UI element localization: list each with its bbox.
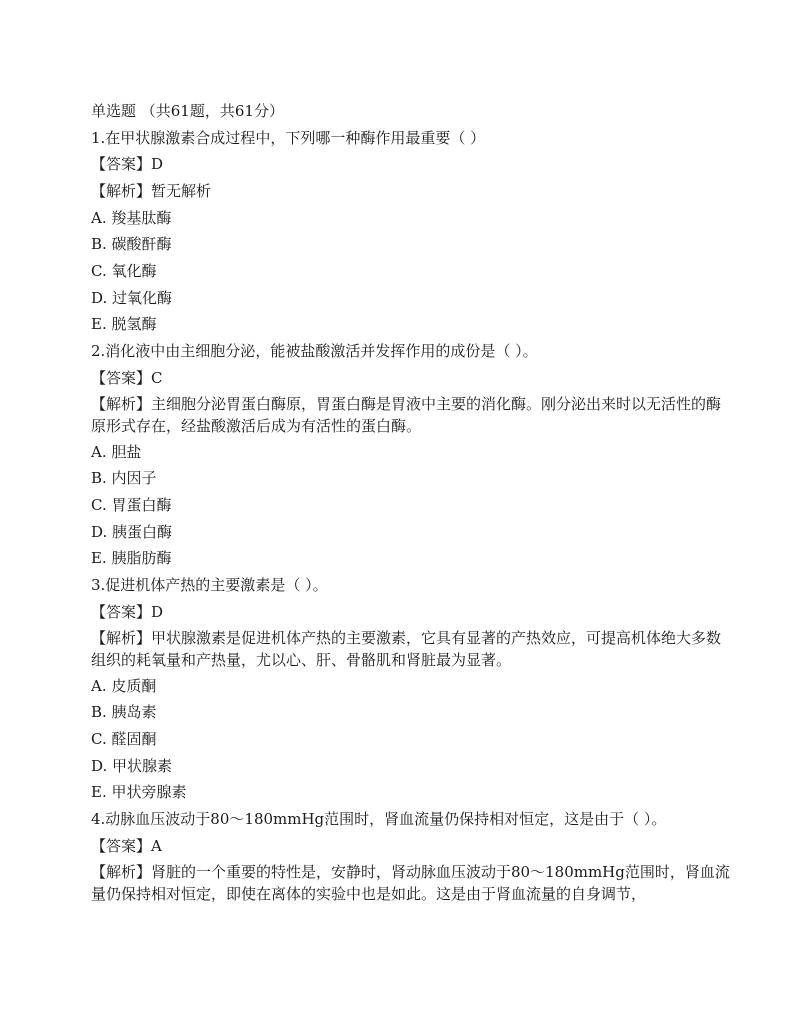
question-1-option-b: B. 碳酸酐酶 <box>91 235 172 253</box>
answer-tag: 【答案】 <box>91 369 152 387</box>
question-2-answer <box>91 368 731 388</box>
question-3-option-a: A. 皮质酮 <box>91 677 157 695</box>
question-1-answer <box>91 154 731 174</box>
answer-tag: 【答案】 <box>91 603 152 621</box>
section-header: 单选题 （共61题，共61分） <box>91 102 284 120</box>
question-2-option-a: A. 胆盐 <box>91 443 142 461</box>
question-4-explanation <box>91 861 731 905</box>
question-1-option-d: D. 过氧化酶 <box>91 289 173 307</box>
question-1-stem: 1.在甲状腺激素合成过程中，下列哪一种酶作用最重要（ ） <box>91 129 486 147</box>
question-1-option-a: A. 羧基肽酶 <box>91 209 172 227</box>
explanation-tag: 【解析】 <box>91 629 152 647</box>
question-1-option-c: C. 氧化酶 <box>91 262 157 280</box>
question-4-stem: 4.动脉血压波动于80～180mmHg范围时，肾血流量仍保持相对恒定，这是由于（ ）。 <box>91 810 667 828</box>
question-2-stem: 2.消化液中由主细胞分泌，能被盐酸激活并发挥作用的成份是（ ）。 <box>91 342 538 360</box>
question-2-explanation <box>91 393 731 437</box>
question-3-explanation <box>91 627 731 671</box>
answer-value: D <box>151 603 164 621</box>
question-1-option-e: E. 脱氢酶 <box>91 315 157 333</box>
explanation-text: 主细胞分泌胃蛋白酶原，胃蛋白酶是胃液中主要的消化酶。刚分泌出来时以无活性的酶原形式存在，经盐酸激活后成为有活性的蛋白酶。 <box>91 395 722 435</box>
question-3-option-d: D. 甲状腺素 <box>91 757 173 775</box>
explanation-tag: 【解析】 <box>91 395 152 413</box>
question-4-answer <box>91 836 731 856</box>
question-2-option-c: C. 胃蛋白酶 <box>91 496 172 514</box>
explanation-text: 暂无解析 <box>151 182 212 200</box>
explanation-text: 甲状腺激素是促进机体产热的主要激素，它具有显著的产热效应，可提高机体绝大多数组织的耗氧量和产热量，尤以心、肝、骨骼肌和肾脏最为显著。 <box>91 629 722 669</box>
answer-tag: 【答案】 <box>91 155 152 173</box>
question-3-option-e: E. 甲状旁腺素 <box>91 783 187 801</box>
answer-value: A <box>151 837 162 855</box>
explanation-tag: 【解析】 <box>91 182 152 200</box>
answer-value: C <box>151 369 163 387</box>
question-3-option-c: C. 醛固酮 <box>91 730 157 748</box>
question-3-answer <box>91 602 731 622</box>
explanation-tag: 【解析】 <box>91 863 152 881</box>
answer-value: D <box>151 155 164 173</box>
question-2-option-e: E. 胰脂肪酶 <box>91 549 172 567</box>
answer-tag: 【答案】 <box>91 837 152 855</box>
explanation-text: 肾脏的一个重要的特性是，安静时，肾动脉血压波动于80～180mmHg范围时，肾血流量仍保持相对恒定，即使在离体的实验中也是如此。这是由于肾血流量的自身调节， <box>91 863 730 903</box>
question-3-option-b: B. 胰岛素 <box>91 703 157 721</box>
question-1-explanation <box>91 181 731 201</box>
question-2-option-d: D. 胰蛋白酶 <box>91 523 173 541</box>
question-2-option-b: B. 内因子 <box>91 469 157 487</box>
question-3-stem: 3.促进机体产热的主要激素是（ ）。 <box>91 576 328 594</box>
